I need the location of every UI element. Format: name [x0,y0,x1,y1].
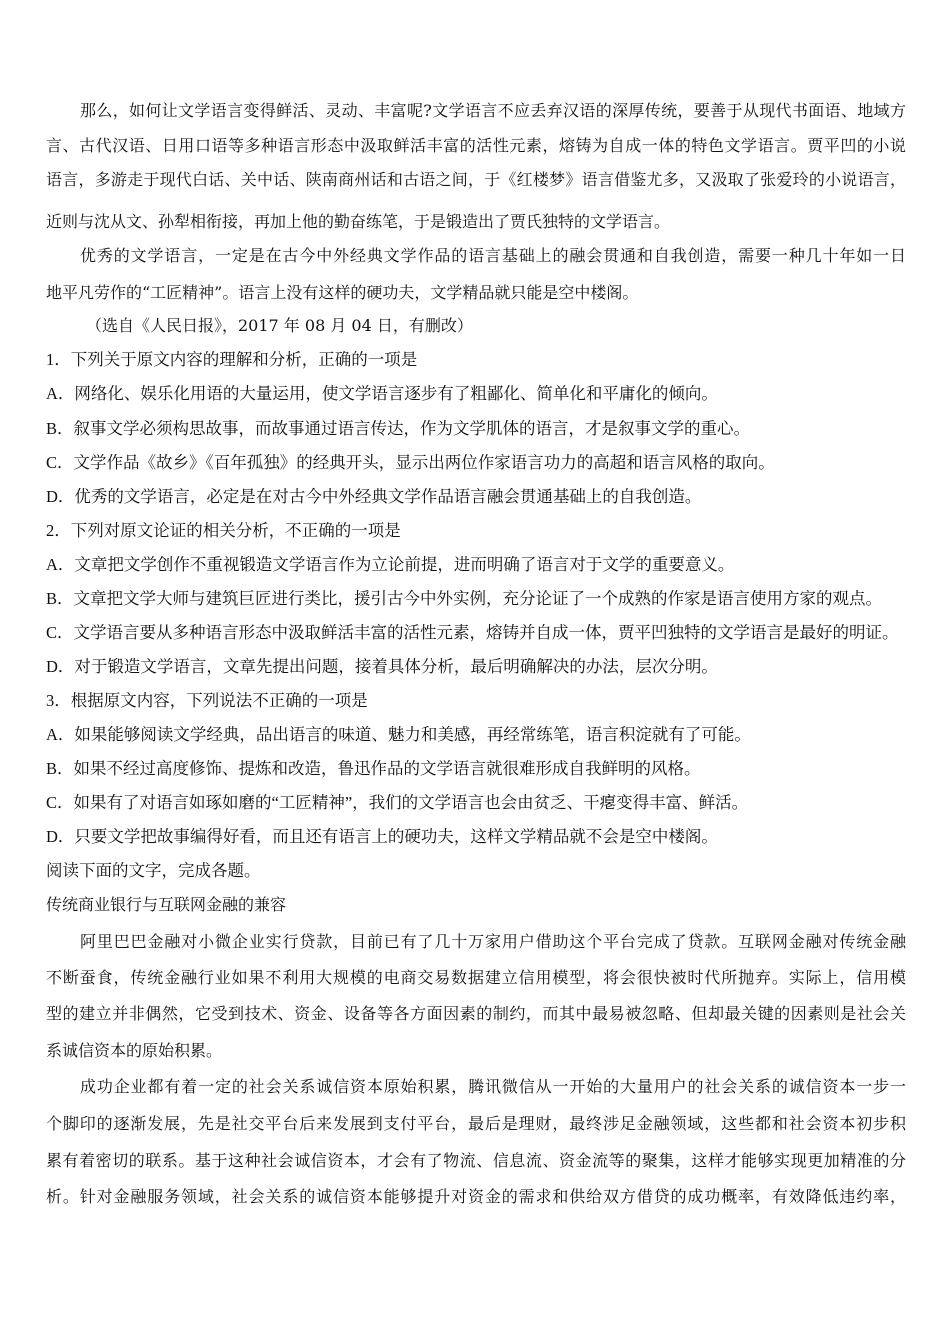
passage1-p1-line3: 语言，多游走于现代白话、关中话、陕南商州话和古语之间，于《红楼梦》语言借鉴尤多，又汲取了张爱玲的小说语言， [46,170,906,189]
passage2-p1-line2: 不断蚕食，传统金融行业如果不利用大规模的电商交易数据建立信用模型，将会很快被时代所抛弃。实际上，信用模 [46,968,906,987]
question-1-option-d: D．优秀的文学语言，必定是在对古今中外经典文学作品语言融会贯通基础上的自我创造。 [46,487,702,506]
passage2-title: 传统商业银行与互联网金融的兼容 [46,895,287,914]
passage1-p2-line1: 优秀的文学语言，一定是在古今中外经典文学作品的语言基础上的融会贯通和自我创造，需要一种几十年如一日 [80,246,906,265]
question-3-stem: 3．根据原文内容，下列说法不正确的一项是 [46,691,368,710]
question-3-option-b: B．如果不经过高度修饰、提炼和改造，鲁迅作品的文学语言就很难形成自我鲜明的风格。 [46,759,701,778]
reading-instruction: 阅读下面的文字，完成各题。 [46,861,261,880]
passage1-p2-line2: 地平凡劳作的“工匠精神”。语言上没有这样的硬功夫，文学精品就只能是空中楼阁。 [46,283,639,302]
question-3-option-a: A．如果能够阅读文学经典，品出语言的味道、魅力和美感，再经常练笔，语言积淀就有了可能。 [46,725,751,744]
question-1-option-b: B．叙事文学必须构思故事，而故事通过语言传达，作为文学肌体的语言，才是叙事文学的重心。 [46,419,751,438]
passage1-p1-line4: 近则与沈从文、孙犁相衔接，再加上他的勤奋练笔，于是锻造出了贾氏独特的文学语言。 [46,212,671,231]
passage2-p1-line1: 阿里巴巴金融对小微企业实行贷款，目前已有了几十万家用户借助这个平台完成了贷款。互联网金融对传统金融 [80,932,906,951]
source-citation: （选自《人民日报》，2017 年 08 月 04 日，有删改） [86,316,473,335]
question-1-option-c: C．文学作品《故乡》《百年孤独》的经典开头，显示出两位作家语言功力的高超和语言风格的取向。 [46,453,775,472]
question-2-option-c: C．文学语言要从多种语言形态中汲取鲜活丰富的活性元素，熔铸并自成一体，贾平凹独特的文学语言是最好的明证。 [46,623,899,642]
question-3-option-d: D．只要文学把故事编得好看，而且还有语言上的硬功夫，这样文学精品就不会是空中楼阁。 [46,827,718,846]
passage2-p2-line4: 析。针对金融服务领域，社会关系的诚信资本能够提升对资金的需求和供给双方借贷的成功概率，有效降低违约率， [46,1187,906,1206]
passage2-p2-line1: 成功企业都有着一定的社会关系诚信资本原始积累，腾讯微信从一开始的大量用户的社会关系的诚信资本一步一 [80,1077,906,1096]
passage2-p1-line4: 系诚信资本的原始积累。 [46,1041,223,1060]
passage1-p1-line1: 那么，如何让文学语言变得鲜活、灵动、丰富呢?文学语言不应丢弃汉语的深厚传统，要善于从现代书面语、地域方 [80,101,906,120]
question-1-option-a: A．网络化、娱乐化用语的大量运用，使文学语言逐步有了粗鄙化、简单化和平庸化的倾向。 [46,384,718,403]
question-2-stem: 2．下列对原文论证的相关分析，不正确的一项是 [46,521,401,540]
question-1-stem: 1．下列关于原文内容的理解和分析，正确的一项是 [46,350,418,369]
passage2-p2-line3: 累有着密切的联系。基于这种社会诚信资本，才会有了物流、信息流、资金流等的聚集，这样才能够实现更加精准的分 [46,1151,906,1170]
question-2-option-b: B．文章把文学大师与建筑巨匠进行类比，援引古今中外实例，充分论证了一个成熟的作家是语言使用方家的观点。 [46,589,883,608]
passage2-p2-line2: 个脚印的逐渐发展，先是社交平台后来发展到支付平台，最后是理财，最终涉足金融领域，这些都和社会资本初步积 [46,1114,906,1133]
question-3-option-c: C．如果有了对语言如琢如磨的“工匠精神”，我们的文学语言也会由贫乏、干瘪变得丰富、鲜活。 [46,793,749,812]
passage2-p1-line3: 型的建立并非偶然，它受到技术、资金、设备等各方面因素的制约，而其中最易被忽略、但却最关键的因素则是社会关 [46,1004,906,1023]
passage1-p1-line2: 言、古代汉语、日用口语等多种语言形态中汲取鲜活丰富的活性元素，熔铸为自成一体的特色文学语言。贾平凹的小说 [46,136,906,155]
question-2-option-a: A．文章把文学创作不重视锻造文学语言作为立论前提，进而明确了语言对于文学的重要意义。 [46,555,735,574]
question-2-option-d: D．对于锻造文学语言，文章先提出问题，接着具体分析，最后明确解决的办法，层次分明。 [46,657,718,676]
